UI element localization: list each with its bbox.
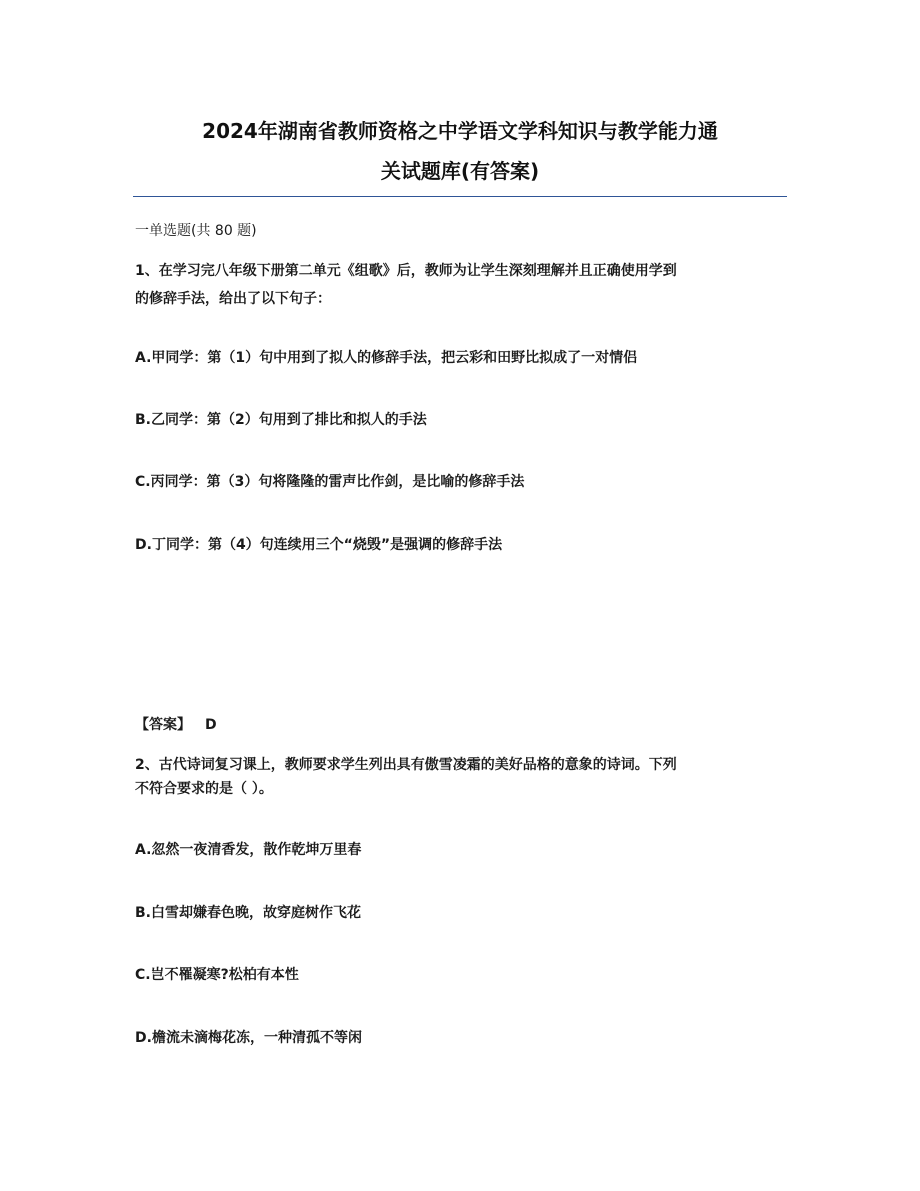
- question-1-option-b: B.乙同学：第（2）句用到了排比和拟人的手法: [135, 412, 427, 428]
- question-1-stem-line-1: 1、在学习完八年级下册第二单元《组歌》后，教师为让学生深刻理解并且正确使用学到: [135, 263, 677, 279]
- question-1-option-a: A.甲同学：第（1）句中用到了拟人的修辞手法，把云彩和田野比拟成了一对情侣: [135, 350, 638, 366]
- answer-label: 【答案】: [135, 717, 191, 733]
- section-header: 一单选题(共 80 题): [135, 223, 257, 239]
- question-2-stem-line-2: 不符合要求的是（ ）。: [135, 781, 273, 797]
- answer-value: D: [205, 717, 217, 733]
- question-2-option-b: B.白雪却嫌春色晚，故穿庭树作飞花: [135, 905, 361, 921]
- question-2-option-a: A.忽然一夜清香发，散作乾坤万里春: [135, 842, 362, 858]
- document-title-line-2: 关试题库(有答案): [380, 159, 540, 183]
- question-1-option-c: C.丙同学：第（3）句将隆隆的雷声比作剑，是比喻的修辞手法: [135, 474, 525, 490]
- question-2-option-c: C.岂不罹凝寒?松柏有本性: [135, 967, 299, 983]
- question-1-option-d: D.丁同学：第（4）句连续用三个“烧毁”是强调的修辞手法: [135, 537, 503, 553]
- title-divider: [133, 196, 787, 197]
- question-2-stem-line-1: 2、古代诗词复习课上，教师要求学生列出具有傲雪凌霜的美好品格的意象的诗词。下列: [135, 757, 677, 773]
- question-1-answer: [135, 718, 217, 732]
- document-title-line-1: 2024年湖南省教师资格之中学语文学科知识与教学能力通: [202, 119, 718, 143]
- question-1-stem-line-2: 的修辞手法，给出了以下句子：: [135, 291, 331, 307]
- question-2-option-d: D.檐流未滴梅花冻，一种清孤不等闲: [135, 1030, 362, 1046]
